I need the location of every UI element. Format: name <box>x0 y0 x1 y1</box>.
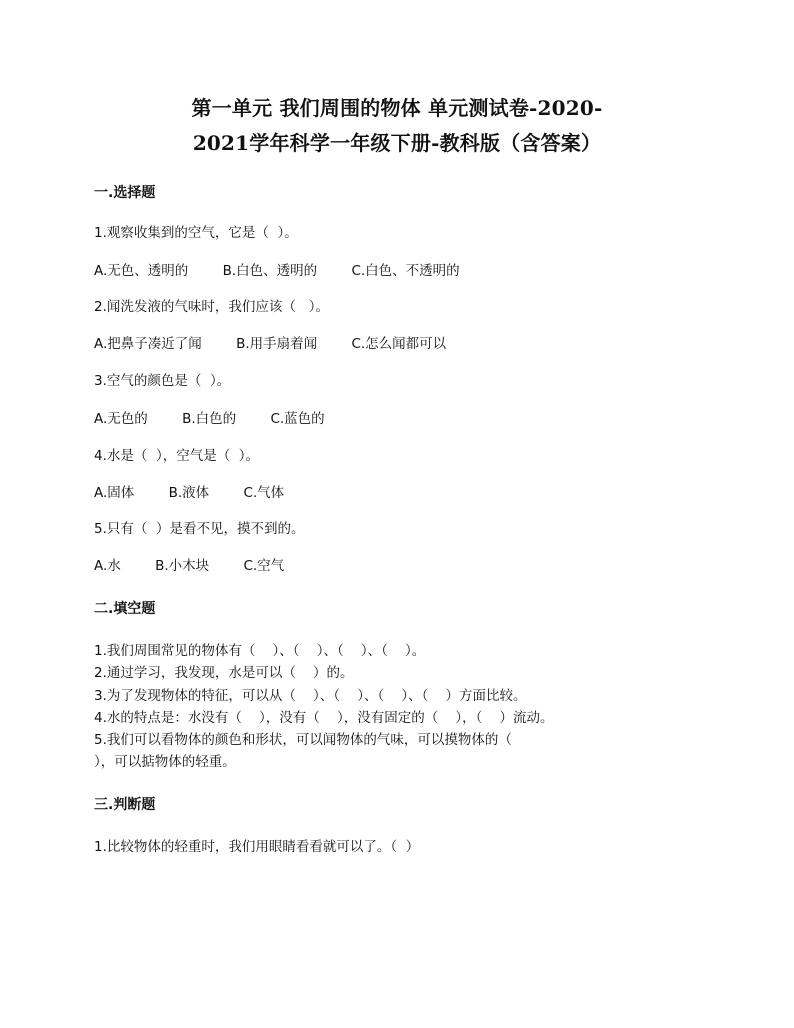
fill-in-line: 2.通过学习，我发现，水是可以（ ）的。 <box>94 665 354 681</box>
option-a: A.无色的 <box>94 411 148 427</box>
question-options <box>94 335 476 353</box>
option-c: C.蓝色的 <box>270 411 325 427</box>
option-c: C.白色、不透明的 <box>351 263 460 279</box>
option-c: C.空气 <box>243 558 285 574</box>
question-options <box>94 557 314 575</box>
judgment-line: 1.比较物体的轻重时，我们用眼睛看看就可以了。（ ） <box>94 839 420 855</box>
question-options <box>94 484 314 502</box>
question-stem: 4.水是（ ），空气是（ ）。 <box>94 448 260 464</box>
option-a: A.把鼻子凑近了闻 <box>94 336 202 352</box>
fill-in-line: ），可以掂物体的轻重。 <box>94 754 236 770</box>
question-stem: 1.观察收集到的空气，它是（ ）。 <box>94 225 298 241</box>
page-title-line-1: 第一单元 我们周围的物体 单元测试卷-2020- <box>191 96 603 120</box>
question-stem: 5.只有（ ）是看不见，摸不到的。 <box>94 521 305 537</box>
option-c: C.气体 <box>243 485 285 501</box>
option-b: B.白色、透明的 <box>222 263 318 279</box>
option-b: B.液体 <box>168 485 210 501</box>
question-options <box>94 410 355 428</box>
fill-in-line: 5.我们可以看物体的颜色和形状，可以闻物体的气味，可以摸物体的（ <box>94 732 512 748</box>
fill-in-line: 1.我们周围常见的物体有（ ）、（ ）、（ ）、（ ）。 <box>94 643 426 659</box>
question-stem: 3.空气的颜色是（ ）。 <box>94 373 231 389</box>
fill-in-line: 4.水的特点是：水没有（ ），没有（ ），没有固定的（ ），（ ）流动。 <box>94 710 554 726</box>
fill-in-line: 3.为了发现物体的特征，可以从（ ）、（ ）、（ ）、（ ）方面比较。 <box>94 688 527 704</box>
section-heading-fill-in: 二.填空题 <box>94 601 156 617</box>
option-a: A.水 <box>94 558 121 574</box>
question-stem: 2.闻洗发液的气味时，我们应该（ ）。 <box>94 299 330 315</box>
question-options <box>94 262 490 280</box>
option-b: B.白色的 <box>182 411 237 427</box>
option-a: A.固体 <box>94 485 135 501</box>
page-title-line-2: 2021学年科学一年级下册-教科版（含答案） <box>192 131 602 155</box>
option-b: B.用手扇着闻 <box>236 336 318 352</box>
section-heading-judgment: 三.判断题 <box>94 797 156 813</box>
option-a: A.无色、透明的 <box>94 263 189 279</box>
option-b: B.小木块 <box>155 558 210 574</box>
section-heading-choice: 一.选择题 <box>94 185 156 201</box>
option-c: C.怎么闻都可以 <box>351 336 447 352</box>
